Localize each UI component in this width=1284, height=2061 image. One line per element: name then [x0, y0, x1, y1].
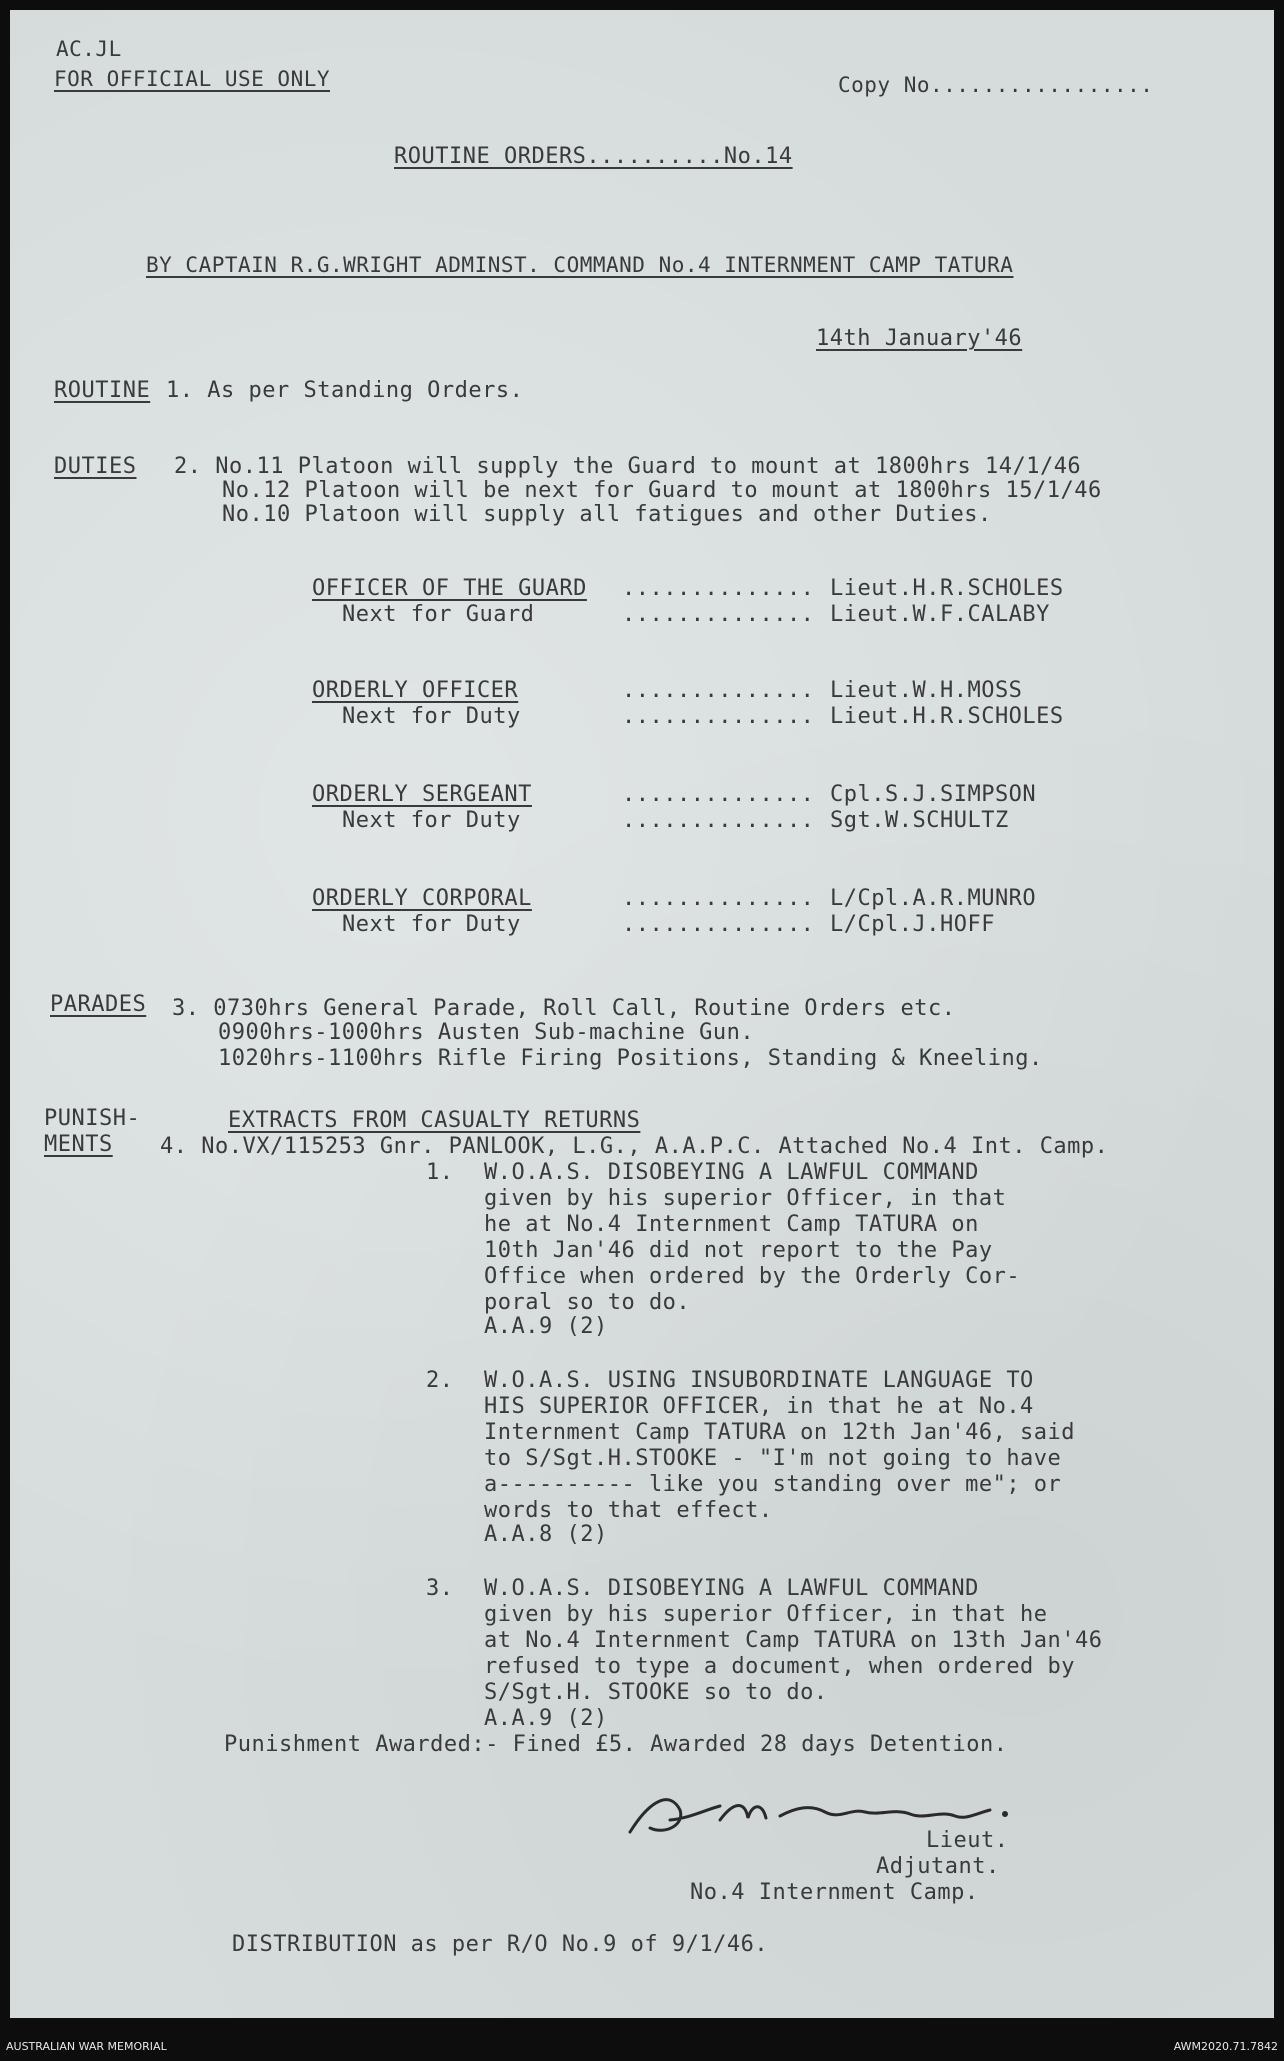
charge-line: given by his superior Officer, in that: [484, 1186, 1007, 1211]
charge-line: words to that effect.: [484, 1498, 773, 1523]
routine-text: 1. As per Standing Orders.: [166, 378, 524, 403]
section-label-parades: PARADES: [50, 992, 147, 1017]
section-label-punishments: PUNISH-: [44, 1106, 141, 1131]
roster-leader: ..............: [622, 576, 815, 601]
punishments-heading: EXTRACTS FROM CASUALTY RETURNS: [228, 1108, 641, 1133]
roster-leader: ..............: [622, 912, 815, 937]
signatory-role: Adjutant.: [876, 1854, 1000, 1879]
roster-next-name: Lieut.W.F.CALABY: [830, 602, 1050, 627]
charge-line: A.A.9 (2): [484, 1314, 608, 1339]
duties-line: 2. No.11 Platoon will supply the Guard to mount at 1800hrs 14/1/46: [174, 454, 1082, 479]
charge-line: S/Sgt.H. STOOKE so to do.: [484, 1680, 828, 1705]
section-label-routine: ROUTINE: [54, 378, 151, 403]
charge-line: W.O.A.S. USING INSUBORDINATE LANGUAGE TO: [484, 1368, 1034, 1393]
charge-line: poral so to do.: [484, 1290, 691, 1315]
parades-line: 3. 0730hrs General Parade, Roll Call, Routine Orders etc.: [172, 996, 956, 1021]
issuing-authority: BY CAPTAIN R.G.WRIGHT ADMINST. COMMAND No.4 INTERNMENT CAMP TATURA: [146, 253, 1014, 277]
roster-leader: ..............: [622, 678, 815, 703]
roster-role: ORDERLY CORPORAL: [312, 886, 532, 911]
copy-number: Copy No.................: [838, 73, 1154, 97]
charge-line: Office when ordered by the Orderly Cor-: [484, 1264, 1021, 1289]
roster-next-label: Next for Guard: [342, 602, 535, 627]
roster-name: Lieut.W.H.MOSS: [830, 678, 1023, 703]
punishment-awarded: Punishment Awarded:- Fined £5. Awarded 28 days Detention.: [224, 1732, 1008, 1757]
classification-marking: FOR OFFICIAL USE ONLY: [54, 67, 331, 91]
charge-line: refused to type a document, when ordered by: [484, 1654, 1076, 1679]
section-label-duties: DUTIES: [54, 454, 137, 479]
charge-number: 3.: [426, 1576, 454, 1601]
signatory-unit: No.4 Internment Camp.: [690, 1880, 979, 1905]
roster-name: Cpl.S.J.SIMPSON: [830, 782, 1037, 807]
roster-role: OFFICER OF THE GUARD: [312, 576, 587, 601]
parades-line: 0900hrs-1000hrs Austen Sub-machine Gun.: [218, 1020, 755, 1045]
section-label-punishments-cont: MENTS: [44, 1132, 113, 1157]
roster-name: Lieut.H.R.SCHOLES: [830, 576, 1064, 601]
parades-line: 1020hrs-1100hrs Rifle Firing Positions, Standing & Kneeling.: [218, 1046, 1043, 1071]
roster-role: ORDERLY OFFICER: [312, 678, 519, 703]
roster-leader: ..............: [622, 704, 815, 729]
roster-next-name: Sgt.W.SCHULTZ: [830, 808, 1009, 833]
document-title: ROUTINE ORDERS..........No.14: [394, 144, 793, 169]
roster-next-name: Lieut.H.R.SCHOLES: [830, 704, 1064, 729]
roster-next-label: Next for Duty: [342, 912, 521, 937]
duties-line: No.10 Platoon will supply all fatigues and other Duties.: [222, 502, 992, 527]
roster-leader: ..............: [622, 602, 815, 627]
charge-line: a---------- like you standing over me"; or: [484, 1472, 1062, 1497]
punishment-subject: 4. No.VX/115253 Gnr. PANLOOK, L.G., A.A.P.C. Attached No.4 Int. Camp.: [160, 1134, 1109, 1159]
roster-leader: ..............: [622, 808, 815, 833]
charge-line: he at No.4 Internment Camp TATURA on: [484, 1212, 979, 1237]
document-page: [10, 10, 1274, 2018]
charge-line: at No.4 Internment Camp TATURA on 13th Jan'46: [484, 1628, 1103, 1653]
document-date: 14th January'46: [816, 326, 1023, 351]
charge-number: 2.: [426, 1368, 454, 1393]
charge-line: A.A.9 (2): [484, 1706, 608, 1731]
charge-line: to S/Sgt.H.STOOKE - "I'm not going to have: [484, 1446, 1062, 1471]
archive-credit: AUSTRALIAN WAR MEMORIAL: [6, 2040, 167, 2053]
roster-next-label: Next for Duty: [342, 704, 521, 729]
signatory-rank: Lieut.: [926, 1828, 1009, 1853]
charge-line: A.A.8 (2): [484, 1522, 608, 1547]
charge-line: W.O.A.S. DISOBEYING A LAWFUL COMMAND: [484, 1576, 979, 1601]
charge-line: given by his superior Officer, in that he: [484, 1602, 1048, 1627]
reference-code: AC.JL: [56, 37, 122, 61]
roster-next-name: L/Cpl.J.HOFF: [830, 912, 995, 937]
charge-line: 10th Jan'46 did not report to the Pay: [484, 1238, 993, 1263]
charge-line: W.O.A.S. DISOBEYING A LAWFUL COMMAND: [484, 1160, 979, 1185]
roster-role: ORDERLY SERGEANT: [312, 782, 532, 807]
roster-leader: ..............: [622, 886, 815, 911]
charge-number: 1.: [426, 1160, 454, 1185]
roster-next-label: Next for Duty: [342, 808, 521, 833]
duties-line: No.12 Platoon will be next for Guard to mount at 1800hrs 15/1/46: [222, 478, 1102, 503]
charge-line: Internment Camp TATURA on 12th Jan'46, said: [484, 1420, 1076, 1445]
archive-reference: AWM2020.71.7842: [1173, 2040, 1278, 2053]
charge-line: HIS SUPERIOR OFFICER, in that he at No.4: [484, 1394, 1034, 1419]
roster-leader: ..............: [622, 782, 815, 807]
distribution-note: DISTRIBUTION as per R/O No.9 of 9/1/46.: [232, 1932, 769, 1957]
roster-name: L/Cpl.A.R.MUNRO: [830, 886, 1037, 911]
